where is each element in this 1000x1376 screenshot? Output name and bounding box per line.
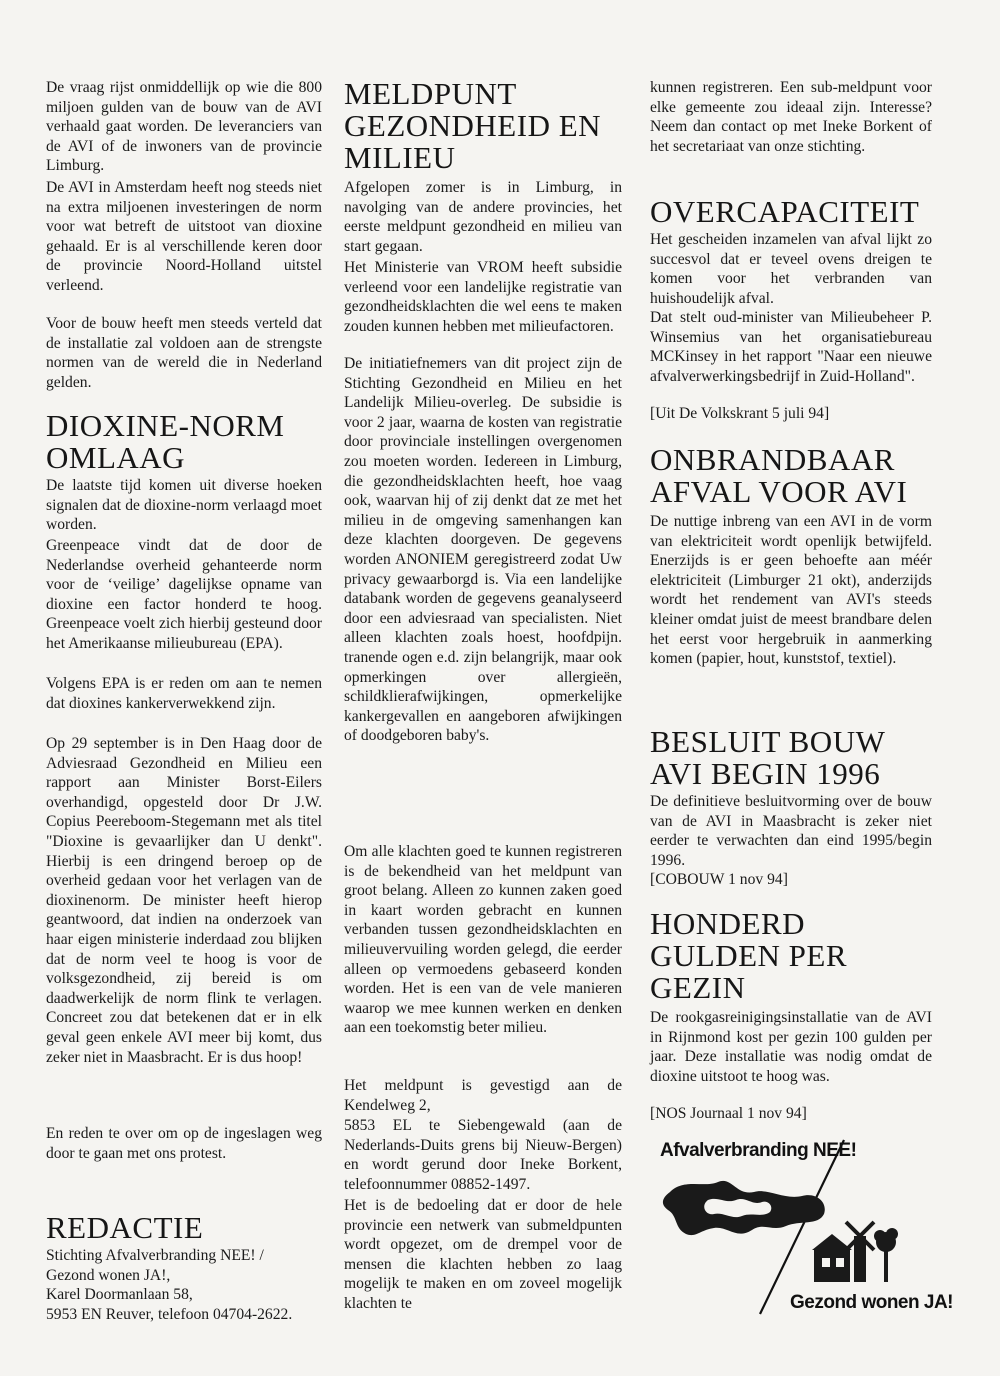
logo-bottom-text: Gezond wonen JA! <box>790 1292 953 1313</box>
norms-paragraph: Voor de bouw heeft men steeds verteld dat de installatie zal voldoen aan de strengste normen van de wereld die in Nederland gelden. <box>46 315 322 391</box>
honderd-paragraph: De rookgasreinigingsinstallatie van de AVI in Rijnmond kost per gezin 100 gulden per jaar. Deze installatie was nodig omdat de dioxine uitstoot te hoog was. <box>650 1009 932 1085</box>
windmill-icon <box>846 1222 874 1282</box>
heading-line: GEZONDHEID EN <box>344 108 602 143</box>
overcapaciteit-heading <box>650 196 919 228</box>
dioxine-paragraph-2: Greenpeace vindt dat de door de Nederlandse overheid gehanteerde norm voor de ‘veilige’ dagelijkse opname van dioxine een factor honderd te hoog. Greenpeace voelt zich hierbij gesteund door het Amerikaanse milieubureau (EPA). <box>46 537 322 652</box>
dioxine-paragraph-4: Op 29 september is in Den Haag door de Adviesraad Gezondheid en Milieu een rapport aan Minister Borst-Eilers overhandigd, opgesteld door Dr J.W. Copius Peereboom-Stegemann met als titel "Dioxine is gevaarlijker dan U denkt". Hierbij is een dringend beroep op de overheid gedaan voor het verlagen van de dioxinenorm. De minister heeft hierop geantwoord, dat indien na onderzoek van haar eigen ministerie inderdaad zou blijken dat de norm veel te hoog is voor de volksgezondheid, zij bereid is om daadwerkelijk de norm flink te verlagen. Concreet zou dat betekenen dat er in elk geval geen enkele AVI meer bij komt, dus zeker niet in Maasbracht. Er is dus hoop! <box>46 735 322 1066</box>
overcapaciteit-paragraph-2: Dat stelt oud-minister van Milieubeheer P. Winsemius van het organisatiebureau MCKinsey in het rapport "Naar een nieuwe afvalverwerkingsbedrijf in Zuid-Holland". <box>650 309 932 385</box>
heading-line: OMLAAG <box>46 440 186 475</box>
redactie-heading: REDACTIE <box>46 1210 204 1245</box>
honderd-source: [NOS Journaal 1 nov 94] <box>650 1105 807 1122</box>
heading-line: DIOXINE-NORM <box>46 408 285 443</box>
logo-top-text: Afvalverbranding NEE! <box>660 1140 857 1161</box>
overcapaciteit-source: [Uit De Volkskrant 5 juli 94] <box>650 405 830 422</box>
meldpunt-paragraph-1: Afgelopen zomer is in Limburg, in navolging van de andere provincies, het eerste meldpunt gezondheid en milieu van start gegaan. <box>344 179 622 255</box>
heading-line: HONDERD <box>650 906 806 941</box>
dioxine-paragraph-5: En reden te over om op de ingeslagen weg door te gaan met ons protest. <box>46 1125 322 1162</box>
meldpunt-continuation: kunnen registreren. Een sub-meldpunt voor elke gemeente zou ideaal zijn. Interesse? Neem dan contact op met Ineke Borkent of het secretariaat van onze stichting. <box>650 79 932 155</box>
house-icon <box>812 1234 852 1282</box>
meldpunt-heading <box>344 78 601 174</box>
address-line: Stichting Afvalverbranding NEE! / <box>46 1247 264 1264</box>
besluit-heading <box>650 726 885 790</box>
overcapaciteit-paragraph-1: Het gescheiden inzamelen van afval lijkt zo succesvol dat er teveel ovens dreigen te komen voor het verbranden van huishoudelijk afval. <box>650 231 932 307</box>
meldpunt-paragraph-2: Het Ministerie van VROM heeft subsidie verleend voor een landelijke registratie van gezondheidsklachten die wel eens te maken zouden kunnen hebben met milieufactoren. <box>344 259 622 335</box>
address-line: Karel Doormanlaan 58, <box>46 1286 193 1304</box>
redactie-address <box>46 1246 336 1324</box>
heading-line: OVERCAPACITEIT <box>650 194 920 229</box>
heading-line: ONBRANDBAAR <box>650 442 895 477</box>
heading-line: AFVAL VOOR AVI <box>650 474 908 509</box>
dioxine-paragraph-3: Volgens EPA is er reden om aan te nemen dat dioxines kankerverwekkend zijn. <box>46 675 322 712</box>
onbrandbaar-heading <box>650 444 907 508</box>
meldpunt-paragraph-5: Het meldpunt is gevestigd aan de Kendelweg 2, <box>344 1077 622 1114</box>
heading-line: BESLUIT BOUW <box>650 724 886 759</box>
tree-icon <box>874 1228 898 1282</box>
dioxine-paragraph-1: De laatste tijd komen uit diverse hoeken signalen dat de dioxine-norm verlaagd moet worden. <box>46 477 322 534</box>
heading-line: MELDPUNT <box>344 76 517 111</box>
meldpunt-paragraph-6: 5853 EL te Siebengewald (aan de Nederlands-Duits grens bij Nieuw-Bergen) en wordt gerund door Ineke Borkent, telefoonnummer 08852-1497. <box>344 1117 622 1193</box>
address-line: Gezond wonen JA!, <box>46 1266 171 1284</box>
stichting-logo <box>656 1130 953 1330</box>
intro-paragraph: De vraag rijst onmiddellijk op wie die 800 miljoen gulden van de bouw van de AVI verhaald gaat worden. De leveranciers van de AVI of de inwoners van de provincie Limburg. <box>46 79 322 175</box>
heading-line: GULDEN PER <box>650 938 848 973</box>
meldpunt-paragraph-7: Het is de bedoeling dat er door de hele provincie een netwerk van submeldpunten wordt opgezet, om de drempel voor de mensen die klachten hebben zo laag mogelijk te maken en om zoveel mogelijk klachten te <box>344 1197 622 1312</box>
meldpunt-paragraph-3: De initiatiefnemers van dit project zijn de Stichting Gezondheid en Milieu en het Landelijk Milieu-overleg. De subsidie is voor 2 jaar, waarna de kosten van registratie door provinciale instellingen overgenomen zou moeten worden. Iedereen in Limburg, die gezondheidsklachten heeft, hoe vaag ook, waarvan hij of zij denkt dat ze met het milieu in de omgeving samenhangen kan deze klachten doorgeven. De gegevens worden ANONIEM geregistreerd zodat Uw privacy gewaarborgd is. Via een landelijke databank worden de gegevens geanalyseerd door een adviesraad van specialisten. Niet alleen klachten zoals hoest, hoofdpijn. tranende ogen e.d. zijn belangrijk, maar ook opmerkingen over allergieën, schildklierafwijkingen, opmerkelijke kankergevallen en aangeboren afwijkingen of doodgeboren baby's. <box>344 355 622 745</box>
heading-line: MILIEU <box>344 140 456 175</box>
heading-line: AVI BEGIN 1996 <box>650 756 881 791</box>
amsterdam-paragraph: De AVI in Amsterdam heeft nog steeds niet na extra miljoenen investeringen de norm voor wat betreft de uitstoot van dioxine gehaald. Er is al verschillende keren door de provincie Noord-Holland uitstel verleend. <box>46 179 322 294</box>
besluit-source: [COBOUW 1 nov 94] <box>650 871 788 888</box>
address-line: 5953 EN Reuver, telefoon 04704-2622. <box>46 1305 293 1323</box>
besluit-paragraph: De definitieve besluitvorming over de bouw van de AVI in Maasbracht is zeker niet eerder te verwachten dan eind 1995/begin 1996. <box>650 793 932 869</box>
meldpunt-paragraph-4: Om alle klachten goed te kunnen registreren is de bekendheid van het meldpunt van groot belang. Alleen zo kunnen zaken goed in kaart worden gebracht en kunnen verbanden tussen gezondheidsklachten en milieuvervuiling worden gelegd, die eerder alleen op vermoedens gebaseerd konden worden. Het is een van de vele manieren waarop we mee kunnen werken en denken aan een toekomstig beter milieu. <box>344 843 622 1037</box>
dioxine-heading <box>46 410 284 474</box>
honderd-heading <box>650 908 847 1004</box>
heading-line: GEZIN <box>650 970 746 1005</box>
onbrandbaar-paragraph: De nuttige inbreng van een AVI in de vorm van elektriciteit wordt openlijk betwijfeld. Enerzijds is er geen behoefte aan méér elektriciteit (Limburger 21 okt), anderzijds wordt het rendement van AVI's steeds kleiner omdat juist de meest brandbare delen het eerst voor hergebruik in aanmerking komen (papier, hout, kunststof, textiel). <box>650 513 932 668</box>
